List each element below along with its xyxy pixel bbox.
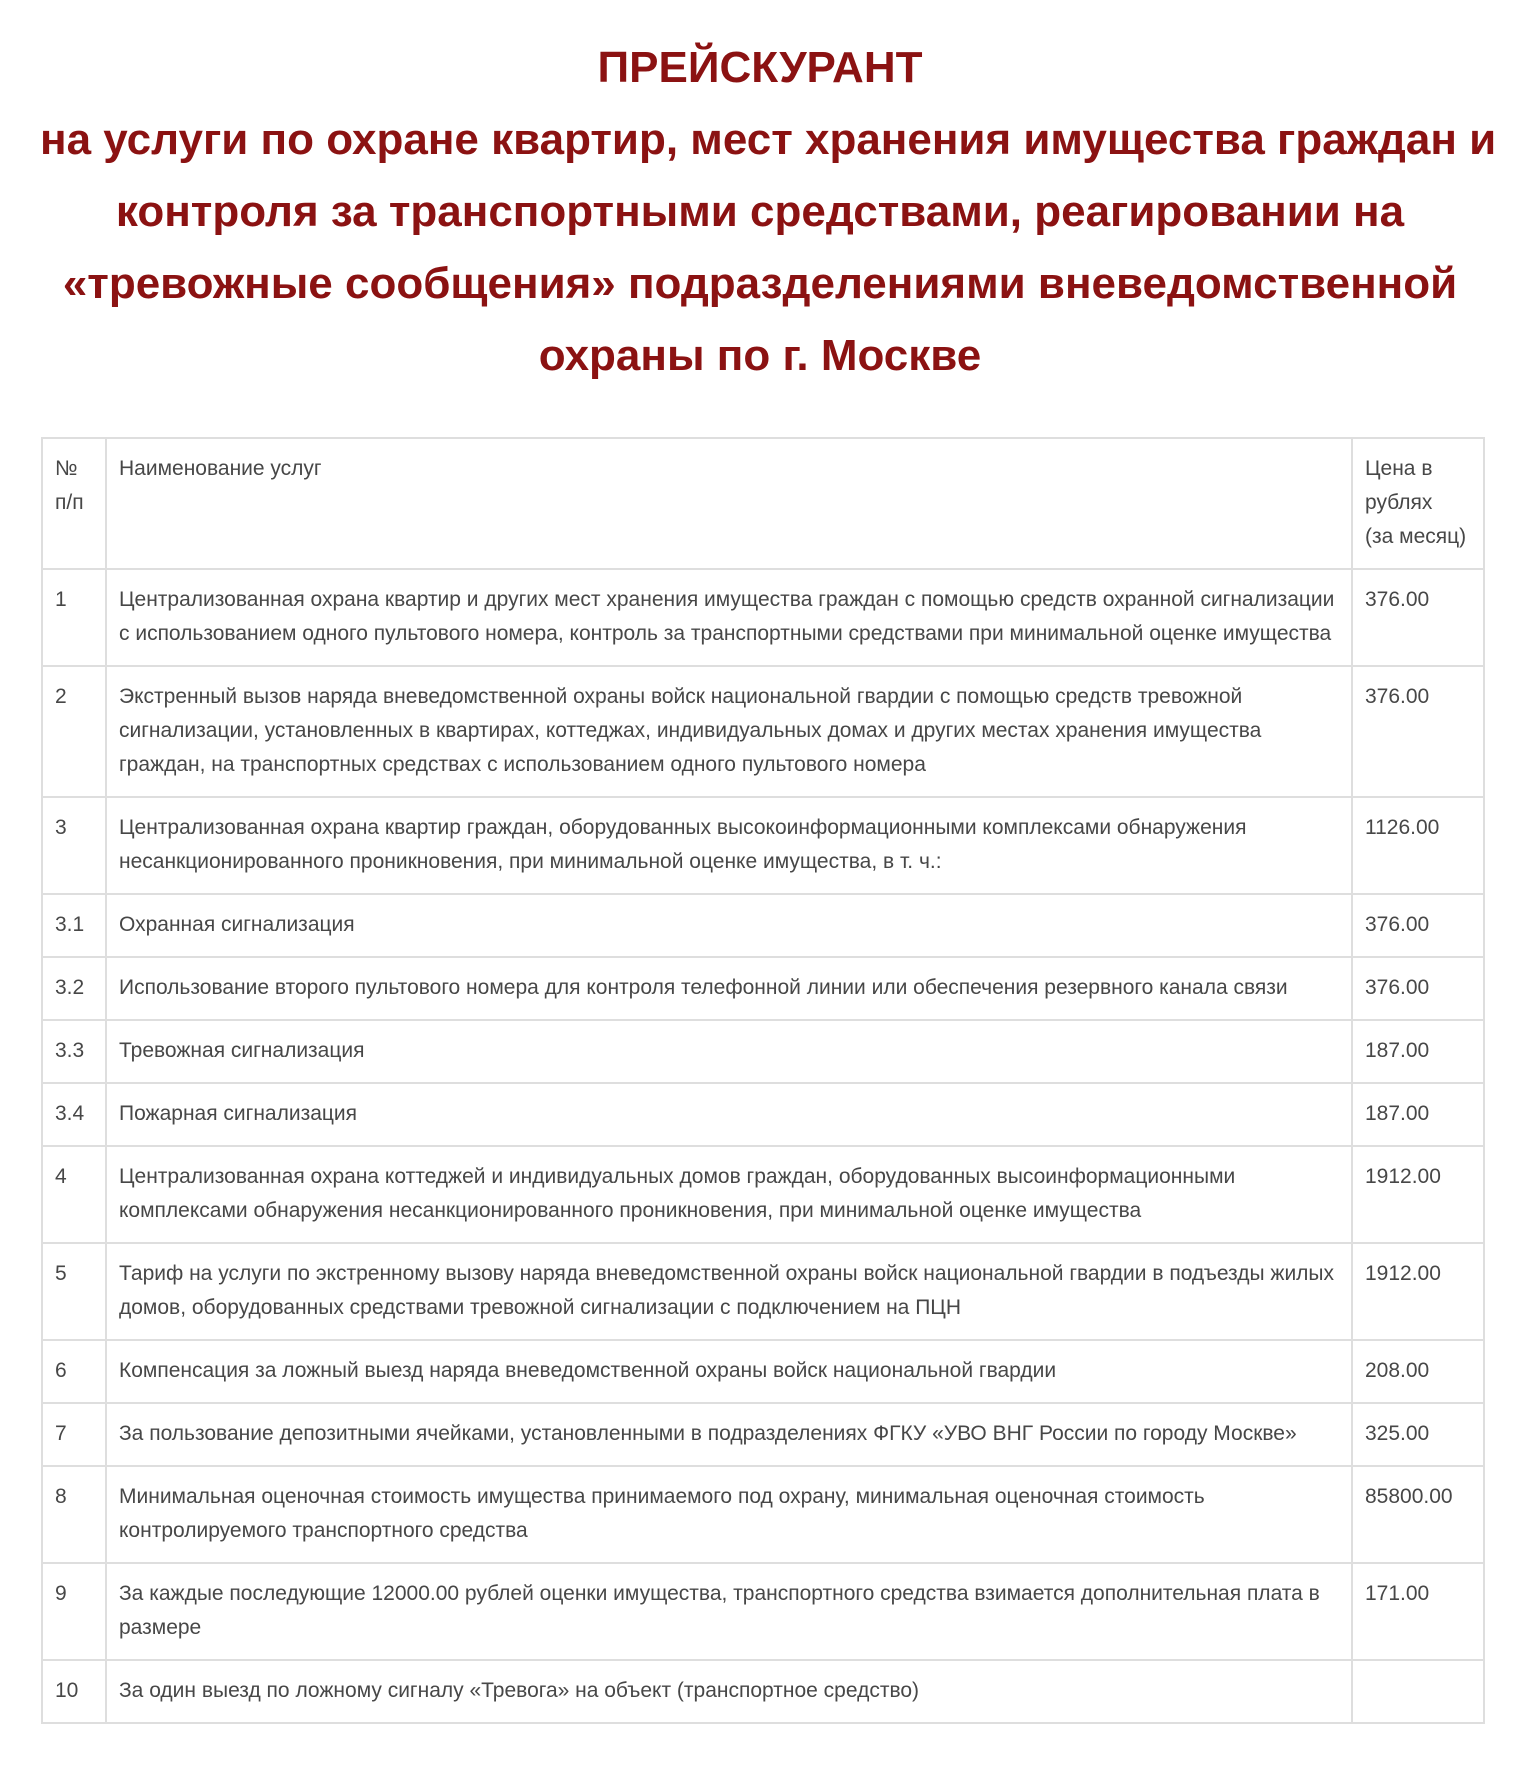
row-name: Централизованная охрана коттеджей и индивидуальных домов граждан, оборудованных высоинформационными комплексами обнаружения несанкционированного проникновения, при минимальной оценке имущества xyxy=(106,1146,1352,1243)
row-price: 85800.00 xyxy=(1352,1466,1484,1563)
table-row xyxy=(42,894,1484,957)
header-price-line-1: Цена в xyxy=(1365,457,1433,480)
row-price: 376.00 xyxy=(1352,569,1484,666)
row-name: Пожарная сигнализация xyxy=(106,1083,1352,1146)
row-price: 376.00 xyxy=(1352,957,1484,1020)
row-price: 187.00 xyxy=(1352,1020,1484,1083)
row-price: 1126.00 xyxy=(1352,797,1484,894)
row-price: 376.00 xyxy=(1352,894,1484,957)
table-row xyxy=(42,1563,1484,1660)
row-num: 3.4 xyxy=(42,1083,106,1146)
row-name: За каждые последующие 12000.00 рублей оценки имущества, транспортного средства взимается дополнительная плата в размере xyxy=(106,1563,1352,1660)
table-row xyxy=(42,1020,1484,1083)
row-price: 325.00 xyxy=(1352,1403,1484,1466)
header-price-line-2: рублях xyxy=(1365,491,1433,514)
table-row xyxy=(42,1083,1484,1146)
row-num: 9 xyxy=(42,1563,106,1660)
header-name-text: Наименование услуг xyxy=(119,457,322,480)
row-name: Централизованная охрана квартир и других мест хранения имущества граждан с помощью средств охранной сигнализации с использованием одного пультового номера, контроль за транспортными средствами при минимальной оценке имущества xyxy=(106,569,1352,666)
price-table xyxy=(41,437,1485,1724)
table-row xyxy=(42,1660,1484,1723)
title-line-5: охраны по г. Москве xyxy=(538,331,982,380)
row-name: Минимальная оценочная стоимость имущества принимаемого под охрану, минимальная оценочная стоимость контролируемого транспортного средства xyxy=(106,1466,1352,1563)
table-row xyxy=(42,1243,1484,1340)
row-name: За пользование депозитными ячейками, установленными в подразделениях ФГКУ «УВО ВНГ России по городу Москве» xyxy=(106,1403,1352,1466)
table-row xyxy=(42,666,1484,797)
title-line-3: контроля за транспортными средствами, реагировании на xyxy=(115,187,1405,236)
row-num: 8 xyxy=(42,1466,106,1563)
table-row xyxy=(42,957,1484,1020)
row-price: 1912.00 xyxy=(1352,1146,1484,1243)
header-price-line-3: (за месяц) xyxy=(1365,525,1467,548)
row-name: Охранная сигнализация xyxy=(106,894,1352,957)
row-num: 5 xyxy=(42,1243,106,1340)
table-row xyxy=(42,1146,1484,1243)
row-price xyxy=(1352,1660,1484,1723)
row-price: 208.00 xyxy=(1352,1340,1484,1403)
row-price: 1912.00 xyxy=(1352,1243,1484,1340)
table-row xyxy=(42,1466,1484,1563)
title-line-4: «тревожные сообщения» подразделениями вневедомственной xyxy=(62,259,1458,308)
header-num-line-2: п/п xyxy=(55,491,84,514)
table-row xyxy=(42,1403,1484,1466)
title-line-2: на услуги по охране квартир, мест хранения имущества граждан и xyxy=(40,115,1497,164)
row-price: 376.00 xyxy=(1352,666,1484,797)
row-name: Тариф на услуги по экстренному вызову наряда вневедомственной охраны войск национальной гвардии в подъезды жилых домов, оборудованных средствами тревожной сигнализации с подключением на ПЦН xyxy=(106,1243,1352,1340)
row-num: 3 xyxy=(42,797,106,894)
row-name: Тревожная сигнализация xyxy=(106,1020,1352,1083)
row-name: За один выезд по ложному сигналу «Тревога» на объект (транспортное средство) xyxy=(106,1660,1352,1723)
row-num: 3.1 xyxy=(42,894,106,957)
row-num: 4 xyxy=(42,1146,106,1243)
header-num-line-1: № xyxy=(55,457,78,480)
header-price xyxy=(1352,438,1484,569)
title-line-1: ПРЕЙСКУРАНТ xyxy=(597,43,923,92)
row-num: 10 xyxy=(42,1660,106,1723)
row-num: 3.2 xyxy=(42,957,106,1020)
row-num: 3.3 xyxy=(42,1020,106,1083)
row-num: 2 xyxy=(42,666,106,797)
table-row xyxy=(42,569,1484,666)
row-num: 1 xyxy=(42,569,106,666)
table-row xyxy=(42,797,1484,894)
row-name: Компенсация за ложный выезд наряда вневедомственной охраны войск национальной гвардии xyxy=(106,1340,1352,1403)
table-row xyxy=(42,1340,1484,1403)
row-num: 7 xyxy=(42,1403,106,1466)
page-title xyxy=(40,32,1497,392)
row-name: Использование второго пультового номера для контроля телефонной линии или обеспечения резервного канала связи xyxy=(106,957,1352,1020)
row-name: Экстренный вызов наряда вневедомственной охраны войск национальной гвардии с помощью средств тревожной сигнализации, установленных в квартирах, коттеджах, индивидуальных домах и других местах хранения имущества граждан, на транспортных средствах с использованием одного пультового номера xyxy=(106,666,1352,797)
row-price: 187.00 xyxy=(1352,1083,1484,1146)
row-price: 171.00 xyxy=(1352,1563,1484,1660)
row-name: Централизованная охрана квартир граждан, оборудованных высокоинформационными комплексами обнаружения несанкционированного проникновения, при минимальной оценке имущества, в т. ч.: xyxy=(106,797,1352,894)
header-name xyxy=(106,438,1352,569)
header-num xyxy=(42,438,106,569)
row-num: 6 xyxy=(42,1340,106,1403)
table-header-row xyxy=(42,438,1484,569)
